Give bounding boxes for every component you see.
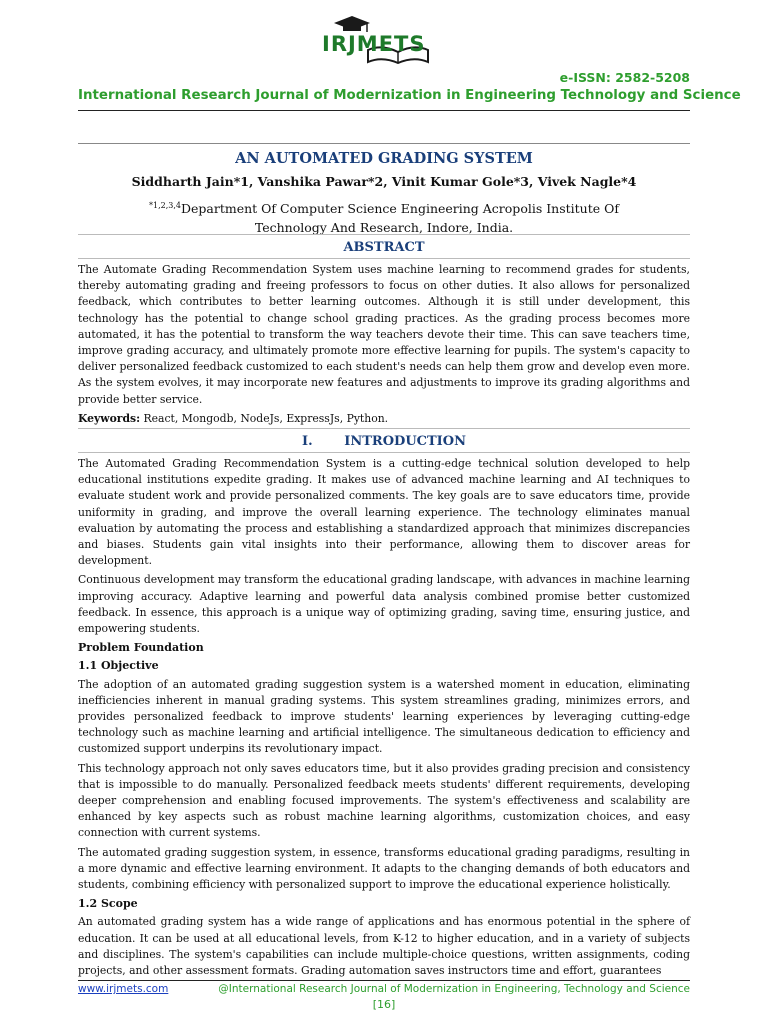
- intro-rule-bottom: [78, 452, 690, 453]
- title-rule: [78, 143, 690, 144]
- journal-logo: [322, 14, 452, 64]
- affiliation-marker: *1,2,3,4: [149, 201, 181, 210]
- affiliation-line-1: Department Of Computer Science Engineering Acropolis Institute Of: [181, 201, 619, 217]
- abstract-rule-top: [78, 234, 690, 235]
- abstract-body: [78, 262, 690, 430]
- footer-rule: [78, 980, 690, 981]
- authors: Siddharth Jain*1, Vanshika Pawar*2, Vinit Kumar Gole*3, Vivek Nagle*4: [131, 174, 637, 189]
- intro-paragraph-1: The Automated Grading Recommendation System is a cutting-edge technical solution developed to help educational institutions expedite grading. It makes use of advanced machine learning and AI techniques to evaluate student work and provide personalized comments. The key goals are to save educators time, provide uniformity in grading, and improve the overall learning experience. The technology eliminates manual evaluation by automating the process and establishing a standardized approach that minimizes discrepancies and biases. Students gain vital insights into their performance, allowing them to discover areas for development.: [78, 457, 690, 568]
- abstract-heading: ABSTRACT: [343, 240, 425, 255]
- scope-paragraph: An automated grading system has a wide range of applications and has enormous potential in the sphere of education. It can be used at all educational levels, from K-12 to higher education, and in a variety of subjects and disciplines. The system's capabilities can include multiple-choice questions, written assignments, coding projects, and other assessment formats. Grading automation saves instructors time and effort, guarantees: [78, 915, 690, 978]
- issn: e-ISSN: 2582-5208: [559, 70, 690, 85]
- abstract-text: The Automate Grading Recommendation System uses machine learning to recommend grades for students, thereby automating grading and freeing professors to focus on other duties. It also allows for personalized feedback, which contributes to better learning outcomes. Although it is still under development, this technology has the potential to change school grading practices. As the grading process becomes more automated, it has the potential to transform the way teachers devote their time. This can save teachers time, improve grading accuracy, and ultimately promote more effective learning for pupils. The system's capacity to deliver personalized feedback customized to each student's needs can help them grow and develop even more. As the system evolves, it may incorporate new features and adjustments to improve its grading algorithms and provide better service.: [78, 263, 690, 406]
- intro-body: [78, 456, 690, 982]
- footer-site-link[interactable]: www.irjmets.com: [78, 983, 169, 995]
- keywords-list: React, Mongodb, NodeJs, ExpressJs, Python.: [140, 411, 389, 425]
- logo-text: IRJMETS: [322, 32, 426, 56]
- problem-foundation-heading: Problem Foundation: [78, 641, 204, 655]
- objective-paragraph-3: The automated grading suggestion system, in essence, transforms educational grading paradigms, resulting in a more dynamic and effective learning environment. It adapts to the changing demands of both educators and students, combining efficiency with personalized support to improve the educational experience holistically.: [78, 845, 690, 892]
- keywords: [78, 411, 690, 427]
- paper-title: AN AUTOMATED GRADING SYSTEM: [235, 150, 533, 167]
- affiliation: [78, 196, 690, 237]
- footer-copyright: @International Research Journal of Modernization in Engineering, Technology and Science: [218, 983, 690, 995]
- header-rule: [78, 110, 690, 111]
- abstract-rule-bottom: [78, 258, 690, 259]
- intro-rule-top: [78, 428, 690, 429]
- intro-heading: I. INTRODUCTION: [302, 434, 466, 449]
- keywords-label: Keywords:: [78, 411, 141, 425]
- objective-heading: 1.1 Objective: [78, 659, 159, 673]
- scope-heading: 1.2 Scope: [78, 897, 138, 911]
- journal-name: International Research Journal of Modernization in Engineering Technology and Science: [78, 88, 741, 103]
- objective-paragraph-1: The adoption of an automated grading suggestion system is a watershed moment in education, eliminating inefficiencies inherent in manual grading systems. This system streamlines grading, minimizes errors, and provides personalized feedback to improve students' learning experiences by leveraging cutting-edge technology such as machine learning and artificial intelligence. The simultaneous dedication to efficiency and customized support underpins its revolutionary impact.: [78, 677, 690, 756]
- intro-paragraph-2: Continuous development may transform the educational grading landscape, with advances in machine learning improving accuracy. Adaptive learning and powerful data analysis combined promise better customized feedback. In essence, this approach is a unique way of optimizing grading, saving time, ensuring justice, and empowering students.: [78, 573, 690, 636]
- objective-paragraph-2: This technology approach not only saves educators time, but it also provides grading precision and consistency that is impossible to do manually. Personalized feedback meets students' different requirements, developing deeper comprehension and enabling focused improvements. The system's effectiveness and scalability are enhanced by key aspects such as robust machine learning algorithms, customization choices, and easy connection with current systems.: [78, 761, 690, 840]
- page-number: [16]: [372, 998, 396, 1011]
- affiliation-line-2: Technology And Research, Indore, India.: [254, 220, 514, 236]
